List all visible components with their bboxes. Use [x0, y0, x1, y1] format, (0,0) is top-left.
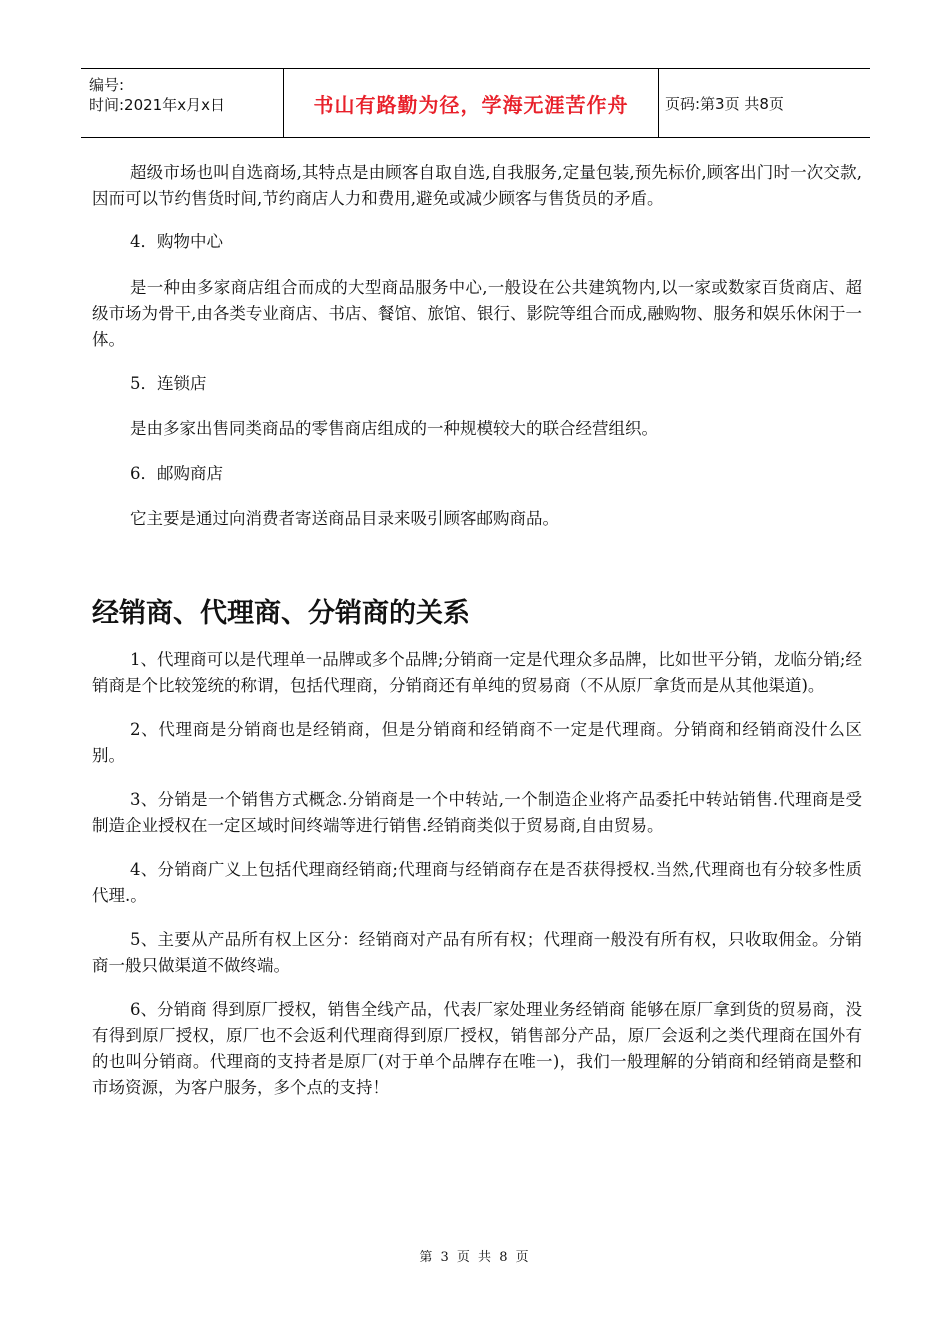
header-page-info: 页码:第3页 共8页: [665, 94, 784, 113]
document-body: [92, 160, 862, 1101]
paragraph-point-5: 5、主要从产品所有权上区分：经销商对产品有所有权；代理商一般没有所有权，只收取佣金。分销商一般只做渠道不做终端。: [92, 930, 862, 975]
paragraph-mail-order: 它主要是通过向消费者寄送商品目录来吸引顾客邮购商品。: [130, 509, 559, 528]
item-title-chain-store: 5．连锁店: [130, 374, 207, 393]
header-motto: 书山有路勤为径，学海无涯苦作舟: [284, 69, 659, 137]
item-title-shopping-center: 4．购物中心: [130, 232, 223, 251]
paragraph-chain-store: 是由多家出售同类商品的零售商店组成的一种规模较大的联合经营组织。: [130, 419, 658, 438]
paragraph-point-3: 3、分销是一个销售方式概念.分销商是一个中转站,一个制造企业将产品委托中转站销售.代理商是受制造企业授权在一定区域时间终端等进行销售.经销商类似于贸易商,自由贸易。: [92, 790, 862, 835]
paragraph-point-2: 2、代理商是分销商也是经销商，但是分销商和经销商不一定是代理商。分销商和经销商没什么区别。: [92, 720, 862, 765]
paragraph-shopping-center: 是一种由多家商店组合而成的大型商品服务中心,一般设在公共建筑物内,以一家或数家百货商店、超级市场为骨干,由各类专业商店、书店、餐馆、旅馆、银行、影院等组合而成,融购物、服务和娱乐休闲于一体。: [92, 278, 862, 349]
item-title-mail-order: 6．邮购商店: [130, 464, 223, 483]
section-heading: 经销商、代理商、分销商的关系: [92, 598, 470, 629]
page-header: [81, 68, 870, 138]
paragraph-supermarket: 超级市场也叫自选商场,其特点是由顾客自取自选,自我服务,定量包装,预先标价,顾客出门时一次交款,因而可以节约售货时间,节约商店人力和费用,避免或减少顾客与售货员的矛盾。: [92, 163, 862, 208]
page-footer: 第 3 页 共 8 页: [419, 1250, 531, 1265]
document-time-label: 时间:2021年x月x日: [89, 96, 225, 114]
paragraph-point-6: 6、分销商 得到原厂授权，销售全线产品，代表厂家处理业务经销商 能够在原厂拿到货的贸易商，没有得到原厂授权，原厂也不会返利代理商得到原厂授权，销售部分产品，原厂会返利之类代理商在国外有的也叫分销商。代理商的支持者是原厂(对于单个品牌存在唯一)，我们一般理解的分销商和经销商是整和市场资源，为客户服务，多个点的支持！: [92, 1000, 862, 1097]
header-meta: [81, 69, 284, 137]
document-number-label: 编号:: [89, 76, 125, 94]
paragraph-point-4: 4、分销商广义上包括代理商经销商;代理商与经销商存在是否获得授权.当然,代理商也有分较多性质代理.。: [92, 860, 862, 905]
paragraph-point-1: 1、代理商可以是代理单一品牌或多个品牌;分销商一定是代理众多品牌，比如世平分销，龙临分销;经销商是个比较笼统的称谓，包括代理商，分销商还有单纯的贸易商（不从原厂拿货而是从其他渠道)。: [92, 650, 862, 695]
